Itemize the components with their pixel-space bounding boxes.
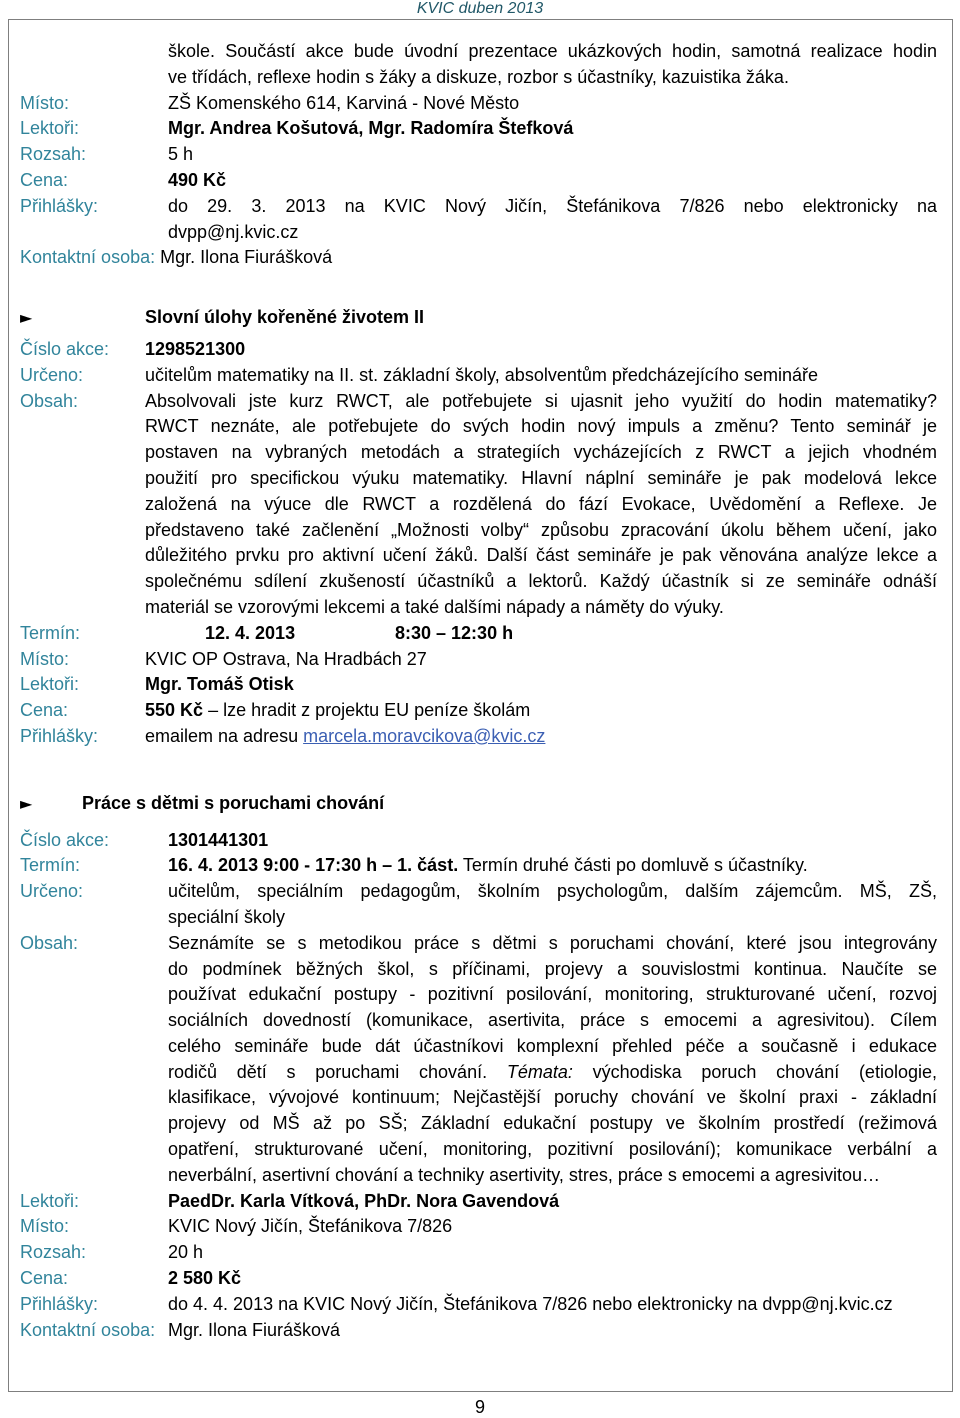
content-line: použití pro specifickou výuku matematiky. Hlavní náplní semináře je pak modelová lekce <box>145 467 937 488</box>
registration-field <box>20 724 937 750</box>
page-number: 9 <box>474 1397 485 1417</box>
place-field <box>20 1214 937 1240</box>
content-line: škole. Součástí akce bude úvodní prezentace ukázkových hodin, samotná realizace hodin <box>168 41 937 61</box>
price-field <box>20 1266 937 1292</box>
date-field <box>20 853 937 879</box>
content-line: Absolvovali jste kurz RWCT, ale potřebujete si ujasnit jeho využití do hodin matematiky? <box>145 390 937 411</box>
price-label: Cena: <box>20 169 69 190</box>
content-line: do podmínek běžných škol, s příčinami, projevy a souvislostmi kontinua. Naučíte se <box>168 958 937 979</box>
course-code-field <box>20 337 937 363</box>
lecturers-label: Lektoři: <box>20 1190 80 1211</box>
registration-email-link[interactable]: marcela.moravcikova@kvic.cz <box>303 725 546 746</box>
course-heading <box>20 305 937 331</box>
content-line-part: rodičů dětí s poruchami chování. <box>168 1061 488 1082</box>
place-value: ZŠ Komenského 614, Karviná - Nové Město <box>168 92 520 113</box>
date-field <box>20 621 937 647</box>
registration-label: Přihlášky: <box>20 1293 99 1314</box>
audience-line: speciální školy <box>168 906 286 927</box>
date-value: 16. 4. 2013 9:00 - 17:30 h – 1. část. <box>168 855 459 876</box>
lecturers-value: PaedDr. Karla Vítková, PhDr. Nora Gavendová <box>168 1190 560 1211</box>
contact-value: Mgr. Ilona Fiurášková <box>160 247 333 268</box>
contact-label: Kontaktní osoba: <box>20 247 156 268</box>
duration-field <box>20 142 937 168</box>
lecturers-field <box>20 116 937 142</box>
audience-field <box>20 363 937 389</box>
lecturers-field <box>20 672 937 698</box>
content-field <box>20 931 937 1189</box>
place-value: KVIC Nový Jičín, Štefánikova 7/826 <box>168 1216 453 1237</box>
price-value: 550 Kč <box>145 700 204 721</box>
content-line: materiál se vzorovými lekcemi a také dalšími nápady a náměty do výuky. <box>145 596 724 617</box>
content-line-part: východiska poruch chování (etiologie, <box>592 1061 937 1082</box>
lecturers-label: Lektoři: <box>20 118 80 139</box>
heading-bullet-icon: ► <box>20 793 33 813</box>
audience-value: učitelům matematiky na II. st. základní školy, absolventům předcházejícího semináře <box>145 364 818 385</box>
heading-bullet-icon: ► <box>20 308 33 328</box>
content-line <box>168 1060 937 1086</box>
course-title: Práce s dětmi s poruchami chování <box>82 792 385 813</box>
registration-field <box>20 1292 937 1318</box>
price-field <box>20 698 937 724</box>
registration-line: do 29. 3. 2013 na KVIC Nový Jičín, Štefánikova 7/826 nebo elektronicky na <box>168 195 937 216</box>
audience-label: Určeno: <box>20 881 84 902</box>
running-header: KVIC duben 2013 <box>416 0 544 17</box>
duration-field <box>20 1240 937 1266</box>
registration-email: dvpp@nj.kvic.cz <box>168 221 299 242</box>
registration-label: Přihlášky: <box>20 195 99 216</box>
content-line: RWCT neznáte, ale potřebujete do svých hodin nový impuls a změnu? Tento seminář je <box>145 416 937 437</box>
lecturers-label: Lektoři: <box>20 674 80 695</box>
place-label: Místo: <box>20 1216 70 1237</box>
registration-field <box>20 194 937 246</box>
content-line: celého semináře bude dát účastníkovi komplexní přehled péče a současně i edukace <box>168 1035 937 1056</box>
course-code-label: Číslo akce: <box>20 338 110 359</box>
price-value: 2 580 Kč <box>168 1268 242 1289</box>
lecturers-value: Mgr. Tomáš Otisk <box>145 674 294 695</box>
content-line: používat edukační postupy - pozitivní posilování, monitoring, strukturované učení, rozvoj <box>168 984 937 1005</box>
content-line: Seznámíte se s metodikou práce s dětmi s poruchami chování, které jsou integrovány <box>168 932 937 953</box>
audience-field <box>20 879 937 931</box>
duration-label: Rozsah: <box>20 1242 87 1263</box>
price-note: – lze hradit z projektu EU peníze školám <box>208 700 531 721</box>
lecturers-value: Mgr. Andrea Košutová, Mgr. Radomíra Štefková <box>168 118 574 139</box>
content-line: projevy od MŠ až po SŠ; Základní edukační postupy ve školním prostředí (režimová <box>168 1113 937 1134</box>
date-label: Termín: <box>20 622 81 643</box>
contact-field <box>20 245 937 271</box>
content-line: opatření, strukturované učení, monitoring, pozitivní posilování); komunikace verbální a <box>168 1139 937 1160</box>
contact-value: Mgr. Ilona Fiurášková <box>168 1319 341 1340</box>
audience-line: učitelům, speciálním pedagogům, školním psychologům, dalším zájemcům. MŠ, ZŠ, <box>168 881 937 902</box>
course-prace-s-detmi <box>20 791 937 1344</box>
content-field <box>20 389 937 621</box>
content-line: klasifikace, vývojové kontinuum; Nejčastější poruchy chování ve školní praxi - základní <box>168 1087 937 1108</box>
registration-text: emailem na adresu <box>145 725 299 746</box>
price-field <box>20 168 937 194</box>
place-label: Místo: <box>20 92 70 113</box>
date-label: Termín: <box>20 855 81 876</box>
course-code-value: 1301441301 <box>168 829 269 850</box>
lecturers-field <box>20 1189 937 1215</box>
course-code-value: 1298521300 <box>145 338 246 359</box>
content-line: postaven na vybraných metodách a strategiích vycházejících z RWCT a jejich vhodném <box>145 442 937 463</box>
place-field <box>20 91 937 117</box>
content-line: společnému sdílení zkušeností účastníků a lektorů. Každý účastník si ze semináře odnáší <box>145 571 937 592</box>
place-value: KVIC OP Ostrava, Na Hradbách 27 <box>145 648 427 669</box>
price-label: Cena: <box>20 1268 69 1289</box>
price-value: 490 Kč <box>168 169 227 190</box>
contact-field <box>20 1318 937 1344</box>
course-code-field <box>20 828 937 854</box>
content-line: důležitého prvku pro aktivní učení žáků. Další část semináře je pak věnována analýze lekce a <box>145 545 937 566</box>
course-title: Slovní úlohy kořeněné životem II <box>145 307 425 328</box>
content-field <box>20 39 937 91</box>
date-time: 8:30 – 12:30 h <box>395 622 514 643</box>
place-label: Místo: <box>20 648 70 669</box>
course-code-label: Číslo akce: <box>20 829 110 850</box>
place-field <box>20 647 937 673</box>
audience-label: Určeno: <box>20 364 84 385</box>
content-label: Obsah: <box>20 390 79 411</box>
content-label: Obsah: <box>20 932 79 953</box>
content-line: představeno také začlenění „Možnosti volby“ způsobu zpracování úkolu během učení, jako <box>145 519 937 540</box>
registration-label: Přihlášky: <box>20 725 99 746</box>
price-label: Cena: <box>20 700 69 721</box>
content-line: neverbální, asertivní chování a techniky asertivity, stres, práce s emocemi a agresivitou… <box>168 1164 880 1185</box>
content-line: ve třídách, reflexe hodin s žáky a diskuze, rozbor s účastníky, kazuistika žáka. <box>168 66 789 87</box>
course-previous-continuation <box>20 39 937 271</box>
date-day: 12. 4. 2013 <box>205 622 296 643</box>
course-slovni-ulohy <box>20 305 937 750</box>
page-content <box>20 39 937 1343</box>
content-line: založená na výuce dle RWCT a rozdělená do fází Evokace, Uvědomění a Reflexe. Je <box>145 493 937 514</box>
duration-label: Rozsah: <box>20 144 87 165</box>
duration-value: 5 h <box>168 144 194 165</box>
contact-label: Kontaktní osoba: <box>20 1319 156 1340</box>
topics-label: Témata: <box>506 1061 573 1082</box>
duration-value: 20 h <box>168 1242 204 1263</box>
date-note: Termín druhé části po domluvě s účastníky. <box>462 855 808 876</box>
content-line: sociálních dovedností (komunikace, asertivita, práce s emocemi a agresivitou). Cílem <box>168 1010 937 1031</box>
course-heading <box>20 791 937 817</box>
registration-value: do 4. 4. 2013 na KVIC Nový Jičín, Štefánikova 7/826 nebo elektronicky na dvpp@nj.kvic.cz <box>168 1293 893 1314</box>
